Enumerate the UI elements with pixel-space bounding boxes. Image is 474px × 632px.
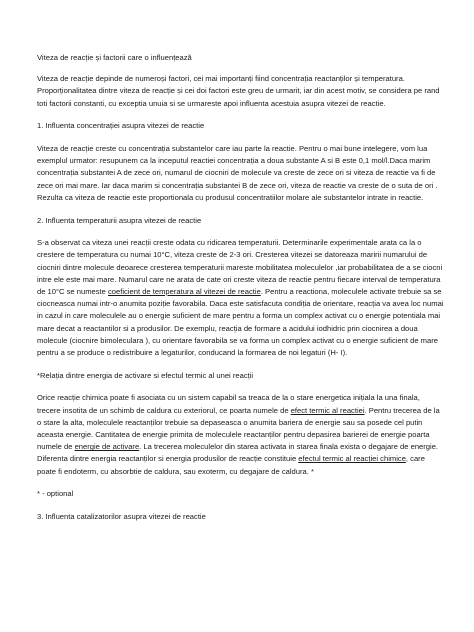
section-heading-catalysts: 3. Influenta catalizatorilor asupra vitezei de reactie: [37, 512, 206, 522]
section-heading-temperature: 2. Influenta temperaturii asupra vitezei de reactie: [37, 215, 202, 225]
temperature-text-1: S-a observat ca viteza unei reacții creste odata cu ridicarea temperaturii. Determinarile experimentale arata ca la o crestere de temperatura cu numai 10°C, viteza creste de 2-3 ori. Cresterea vitezei se datoreaza maririi numarului de ciocniri dintre molecule deoarece cresterea temperaturii mareste mobilitatea moleculelor ,iar probabilitatea de a se ciocni intre ele este mai mare. Numarul care ne arata de cate ori creste viteza de reactie pentru fiecare interval de temperatura de 10°C se numeste: [37, 238, 443, 297]
document-title: Viteza de reacție și factorii care o influențează: [37, 53, 192, 62]
temperature-text-2: . Pentru a reactiona, moleculele activate trebuie sa se ciocneasca numai intr-o anumita poziție favorabila. Daca este satisfacuta condiția de orientare, reacția va avea loc numai in cazul in care moleculele au o energie suficient de mare pentru a forma un complex activat cu o energie potentiala mai mare decat a reactantilor si a produsilor. De exemplu, reacția de formare a acidului iodhidric prin ciocnirea a doua molecule (ciocnire bimoleculara ), cu orientare favorabila se va forma un complex activat cu o energie suficient de mare pentru a se produce o redistribuire a legaturilor, conducand la formarea de noi legaturi (H- I).: [37, 287, 444, 358]
optional-note: * - optional: [37, 489, 74, 499]
activation-text-3: . La trecerea moleculelor din starea activata in starea finala exista o degajare de energie. Diferenta dintre energia reactanților si energia produsilor de reacție constituie: [37, 442, 439, 464]
link-temperature-coefficient[interactable]: coeficient de temperatura al vitezei de reactie: [108, 287, 261, 297]
activation-text-4: , care poate fi endoterm, cu absorbtie de caldura, sau exoterm, cu degajare de caldura. *: [37, 454, 425, 476]
link-activation-energy[interactable]: energie de activare: [74, 442, 140, 452]
section-heading-concentration: 1. Influenta concentrației asupra vitezei de reactie: [37, 121, 205, 131]
link-thermal-effect[interactable]: efect termic al reactiei: [290, 405, 365, 415]
activation-text-1: Orice reacție chimica poate fi asociata cu un sistem capabil sa treaca de la o stare energetica inițiala la una finala, trecere insotita de un schimb de caldura cu exteriorul, ce poarta numele de: [37, 393, 420, 415]
activation-text-2: . Pentru trecerea de la o stare la alta, moleculele reactanților trebuie sa depaseasca o anumita bariera de energie sau sa posede cel putin aceasta energie. Cantitatea de energie primita de moleculele reactanților pentru depasirea barierei de energie poarta numele de: [37, 405, 440, 452]
intro-paragraph: Viteza de reacție depinde de numeroși factori, cei mai importanți fiind concentrația reactanților și temperatura. Proporționalitatea dintre viteza de reacție și cei doi factori este greu de urmarit, iar din acest motiv, se considera pe rand toti factorii constanti, cu exceptia unuia si se urmareste apoi influenta acestuia asupra vitezei de reactie.: [37, 74, 440, 108]
activation-energy-paragraph: [37, 392, 444, 477]
temperature-paragraph: [37, 237, 444, 359]
note-heading: *Relația dintre energia de activare si efectul termic al unei reacții: [37, 370, 254, 380]
concentration-paragraph: Viteza de reacție creste cu concentrația substantelor care iau parte la reactie. Pentru o mai bune intelegere, vom lua exemplul urmator: resupunem ca la inceputul reactiei concentrația a doua substante A si B este 0,1 mol/l.Daca marim concentrația substantei A de zece ori, numarul de ciocniri de molecule va creste de zece ori si viteza de reactie va fi de zece ori mai mare. Iar daca marim si concentrația substantei B de zece ori, viteza de reactie va creste de o suta de ori . Rezulta ca viteza de reactie este proportionala cu produsul concentratiilor molare ale substantelor intrate in reactie.: [37, 144, 438, 202]
link-thermal-effect-chemical[interactable]: efectul termic al reacției chimice: [298, 454, 406, 464]
